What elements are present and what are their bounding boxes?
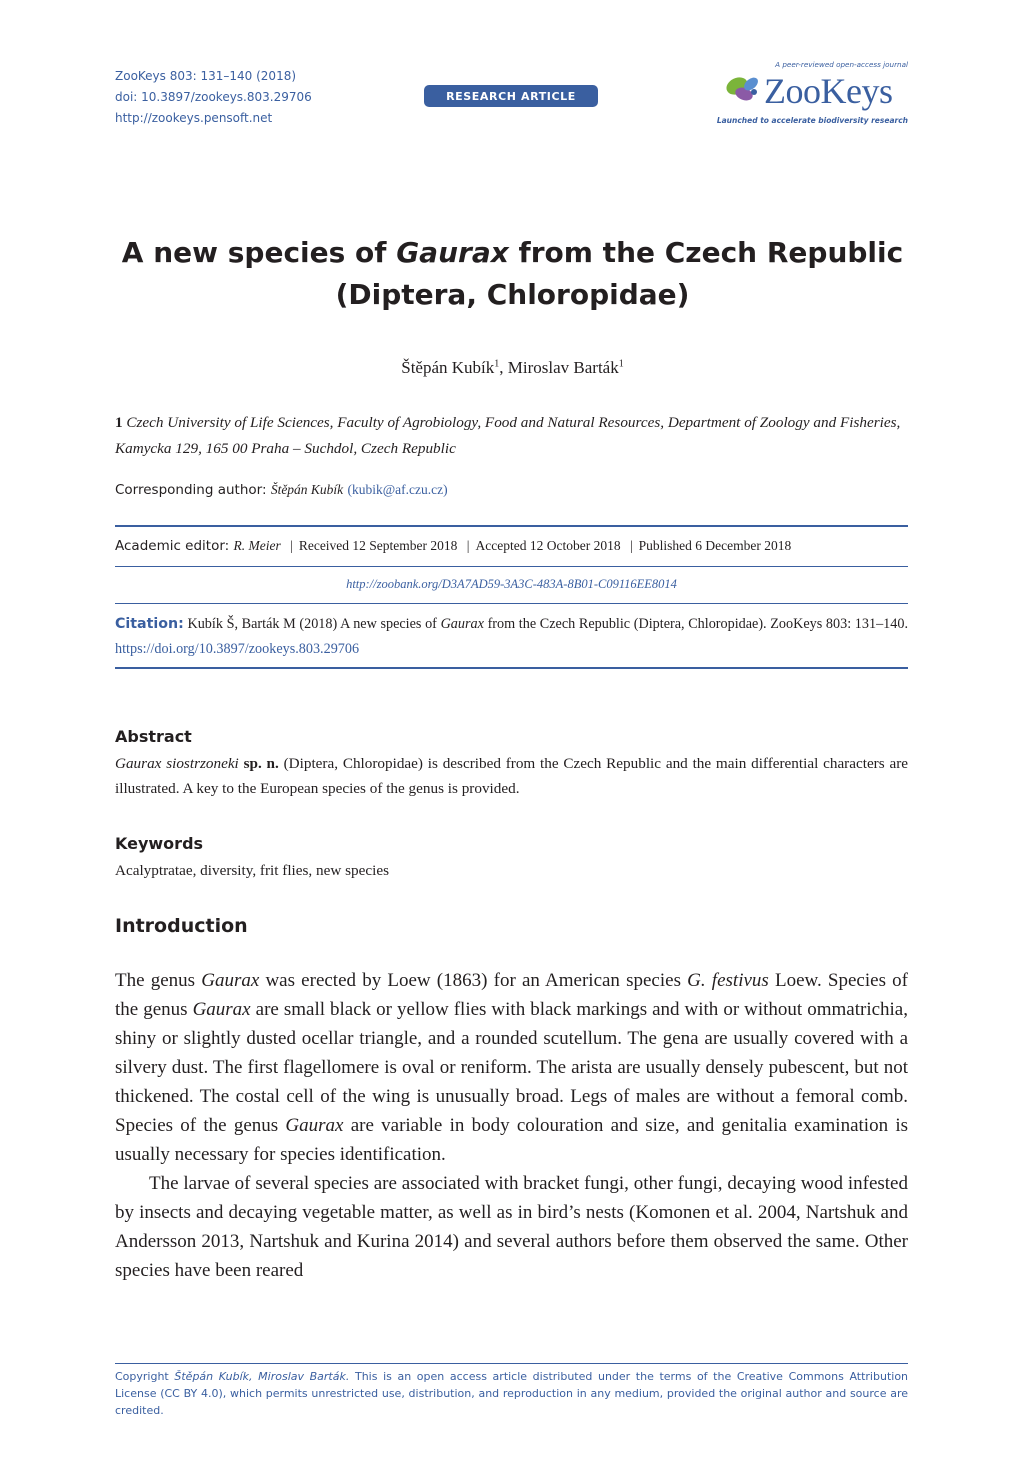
introduction-heading: Introduction: [115, 915, 248, 937]
copyright-footer: [115, 1368, 908, 1419]
copyright-label: Copyright: [115, 1370, 175, 1383]
fly-logo-icon: [724, 68, 764, 108]
author-2: Miroslav Barták: [507, 358, 619, 377]
corresponding-author: [115, 482, 448, 498]
citation: [115, 612, 908, 662]
abstract-heading: Abstract: [115, 727, 192, 746]
keywords-text: Acalyptratae, diversity, frit flies, new species: [115, 862, 389, 879]
journal-header-meta: [115, 66, 312, 129]
text-run: The genus: [115, 970, 202, 991]
affiliation-number: 1: [115, 414, 123, 431]
introduction-body: [115, 966, 908, 1285]
title-prefix: A new species of: [121, 236, 397, 269]
meta-separator: |: [629, 538, 633, 553]
article-title: [115, 232, 910, 316]
logo-tagline: A peer-reviewed open-access journal: [775, 60, 908, 69]
citation-text: from the Czech Republic (Diptera, Chloropidae). ZooKeys 803: 131–140.: [483, 616, 908, 632]
genus-name: Gaurax: [285, 1115, 344, 1136]
doi-link[interactable]: doi: 10.3897/zookeys.803.29706: [115, 90, 312, 104]
editor-label: Academic editor:: [115, 538, 234, 554]
editor-name: R. Meier: [233, 538, 281, 553]
genus-name: Gaurax: [192, 999, 251, 1020]
abstract-text: [115, 751, 908, 801]
journal-url-link[interactable]: http://zookeys.pensoft.net: [115, 111, 273, 125]
paragraph: The larvae of several species are associated with bracket fungi, other fungi, decaying wood infested by insects and decaying vegetable matter, as well as in bird’s nests (Komonen et al. 2004, Nartshuk and Andersson 2013, Nartshuk and Kurina 2014) and several authors before them observed the same. Other species have been reared: [115, 1173, 908, 1281]
footer-divider: [115, 1363, 908, 1364]
meta-separator: |: [290, 538, 293, 553]
title-line2: (Diptera, Chloropidae): [335, 278, 690, 311]
received-date: Received 12 September 2018: [298, 538, 458, 553]
text-run: are variable in body colouration and size, and genitalia examination is usually necessary for species identification.: [115, 1115, 909, 1165]
divider: [115, 603, 908, 604]
author-2-affil: 1: [618, 358, 624, 370]
author-separator: ,: [499, 358, 508, 377]
license-text: This is an open access article distributed under the terms of the Creative Commons Attribution License (CC BY 4.0), which permits unrestricted use, distribution, and reproduction in any medium, provided the original author and source are credited.: [115, 1370, 909, 1417]
title-suffix: from the Czech Republic: [508, 236, 904, 269]
affiliation: [115, 410, 910, 462]
species-name: G. festivus: [687, 970, 769, 991]
corresponding-label: Corresponding author:: [115, 482, 271, 498]
paragraph: [115, 966, 908, 1169]
citation-label: Citation:: [115, 616, 184, 632]
text-run: are small black or yellow flies with black markings and with or without ommatrichia, shiny or slightly dusted ocellar triangle, and a rounded scutellum. The gena are usually covered with a silvery dust. The first flagellomere is oval or reniform. The arista are usually densely pubescent, but not thickened. The costal cell of the wing is unusually broad. Legs of males are without a femoral comb. Species of the genus: [115, 999, 908, 1136]
citation-genus: Gaurax: [440, 616, 484, 632]
logo-subtitle: Launched to accelerate biodiversity research: [716, 116, 908, 125]
citation-doi-link[interactable]: https://doi.org/10.3897/zookeys.803.29706: [115, 641, 360, 657]
divider: [115, 566, 908, 567]
editorial-dates: [115, 538, 908, 554]
corresponding-name: Štěpán Kubík: [270, 482, 344, 497]
published-date: Published 6 December 2018: [638, 538, 792, 553]
meta-separator: |: [466, 538, 470, 553]
corresponding-email-link[interactable]: (kubik@af.czu.cz): [347, 482, 448, 497]
text-run: Loew. Species of the genus: [115, 970, 908, 1020]
journal-logo[interactable]: [716, 60, 908, 128]
logo-wordmark: ZooKeys: [764, 71, 893, 111]
author-1-affil: 1: [494, 358, 500, 370]
zoobank-link[interactable]: http://zoobank.org/D3A7AD59-3A3C-483A-8B01-C09116EE8014: [346, 577, 677, 591]
genus-name: Gaurax: [201, 970, 260, 991]
journal-issue: ZooKeys 803: 131–140 (2018): [115, 69, 297, 83]
author-list: [115, 358, 910, 378]
species-novum: sp. n.: [243, 755, 279, 772]
copyright-names: Štěpán Kubík, Miroslav Barták.: [174, 1370, 350, 1383]
keywords-heading: Keywords: [115, 834, 204, 853]
affiliation-text: Czech University of Life Sciences, Faculty of Agrobiology, Food and Natural Resources, Department of Zoology and Fisheries, Kamycka 129, 165 00 Praha – Suchdol, Czech Republic: [115, 414, 901, 457]
species-name: Gaurax siostrzoneki: [115, 755, 239, 772]
accepted-date: Accepted 12 October 2018: [475, 538, 621, 553]
divider-top: [115, 525, 908, 527]
article-type-badge: RESEARCH ARTICLE: [424, 85, 598, 107]
divider-bottom: [115, 667, 908, 669]
citation-text: Kubík Š, Barták M (2018) A new species of: [183, 616, 441, 632]
title-genus: Gaurax: [396, 236, 509, 269]
author-1: Štěpán Kubík: [401, 358, 495, 377]
text-run: was erected by Loew (1863) for an American species: [259, 970, 688, 991]
abstract-body: (Diptera, Chloropidae) is described from the Czech Republic and the main differential characters are illustrated. A key to the European species of the genus is provided.: [115, 755, 909, 797]
